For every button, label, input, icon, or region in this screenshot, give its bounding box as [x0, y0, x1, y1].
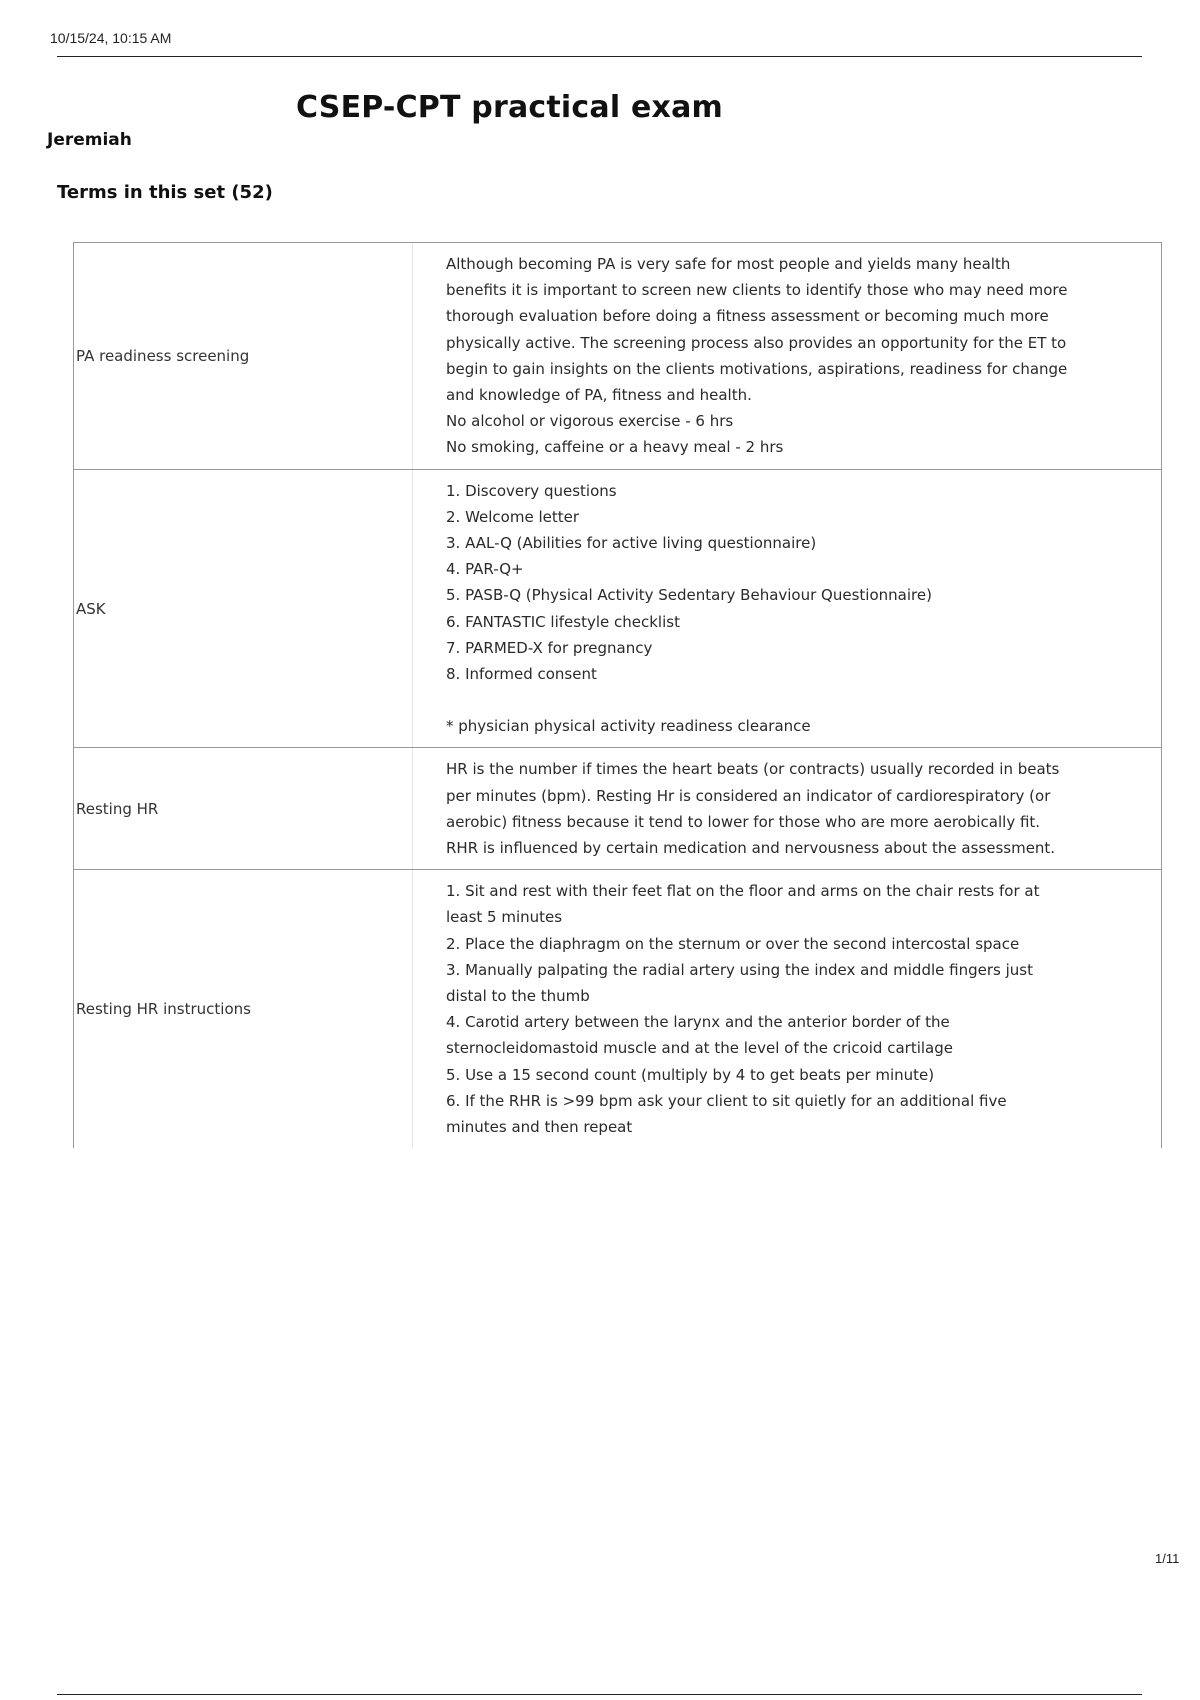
- definition-line: 7. PARMED-X for pregnancy: [446, 638, 653, 657]
- definition-spacer: [446, 687, 1071, 713]
- definition-line: HR is the number if times the heart beats (or contracts) usually recorded in beats per minutes (bpm). Resting Hr is considered an indicator of cardiorespiratory (or aerobic) fitness because it tend to lower for those who are more aerobically fit. RHR is influenced by certain medication and nervousness about the assessment.: [446, 760, 1060, 858]
- definition-line: 6. If the RHR is >99 bpm ask your client to sit quietly for an additional five minutes and then repeat: [446, 1091, 1007, 1137]
- definition-line: 5. PASB-Q (Physical Activity Sedentary Behaviour Questionnaire): [446, 586, 932, 605]
- definition-line: Although becoming PA is very safe for most people and yields many health benefits it is important to screen new clients to identify those who may need more thorough evaluation before doing a fitness assessment or becoming much more physically active. The screening process also provides an opportunity for the ET to begin to gain insights on the clients motivations, aspirations, readiness for change and knowledge of PA, fitness and health.: [446, 255, 1068, 405]
- flashcard-row: [74, 870, 1162, 1149]
- definition-line: 4. PAR-Q+: [446, 560, 524, 579]
- definition-line: 3. Manually palpating the radial artery using the index and middle fingers just distal to the thumb: [446, 960, 1033, 1006]
- card-definition: [413, 469, 1162, 748]
- card-definition: [413, 243, 1162, 470]
- definition-line: 2. Welcome letter: [446, 507, 580, 526]
- definition-line: No alcohol or vigorous exercise - 6 hrs: [446, 412, 734, 431]
- flashcard-row: [74, 469, 1162, 748]
- page-title: CSEP-CPT practical exam: [296, 90, 723, 125]
- author-name: Jeremiah: [47, 130, 132, 150]
- definition-line: 8. Informed consent: [446, 665, 597, 684]
- definition-line: * physician physical activity readiness clearance: [446, 717, 811, 736]
- card-definition: [413, 870, 1162, 1149]
- definition-line: 2. Place the diaphragm on the sternum or over the second intercostal space: [446, 934, 1020, 953]
- card-term: ASK: [74, 469, 413, 748]
- definition-line: 1. Discovery questions: [446, 481, 617, 500]
- card-term: PA readiness screening: [74, 243, 413, 470]
- definition-line: 1. Sit and rest with their feet flat on the floor and arms on the chair rests for at least 5 minutes: [446, 882, 1040, 927]
- flashcard-row: [74, 748, 1162, 870]
- definition-line: 5. Use a 15 second count (multiply by 4 to get beats per minute): [446, 1065, 935, 1084]
- header-divider: [57, 56, 1142, 57]
- card-term: Resting HR: [74, 748, 413, 870]
- definition-line: 4. Carotid artery between the larynx and the anterior border of the sternocleidomastoid muscle and at the level of the cricoid cartilage: [446, 1013, 953, 1058]
- definition-line: 3. AAL-Q (Abilities for active living questionnaire): [446, 534, 817, 553]
- page-number: 1/11: [1155, 1551, 1180, 1566]
- definition-line: No smoking, caffeine or a heavy meal - 2 hrs: [446, 438, 784, 457]
- footer-divider: [57, 1694, 1142, 1695]
- print-timestamp: 10/15/24, 10:15 AM: [50, 30, 172, 46]
- terms-count-heading: Terms in this set (52): [57, 182, 273, 203]
- definition-line: 6. FANTASTIC lifestyle checklist: [446, 612, 680, 631]
- flashcard-row: [74, 243, 1162, 470]
- card-term: Resting HR instructions: [74, 870, 413, 1149]
- flashcard-table: [73, 242, 1162, 1148]
- card-definition: [413, 748, 1162, 870]
